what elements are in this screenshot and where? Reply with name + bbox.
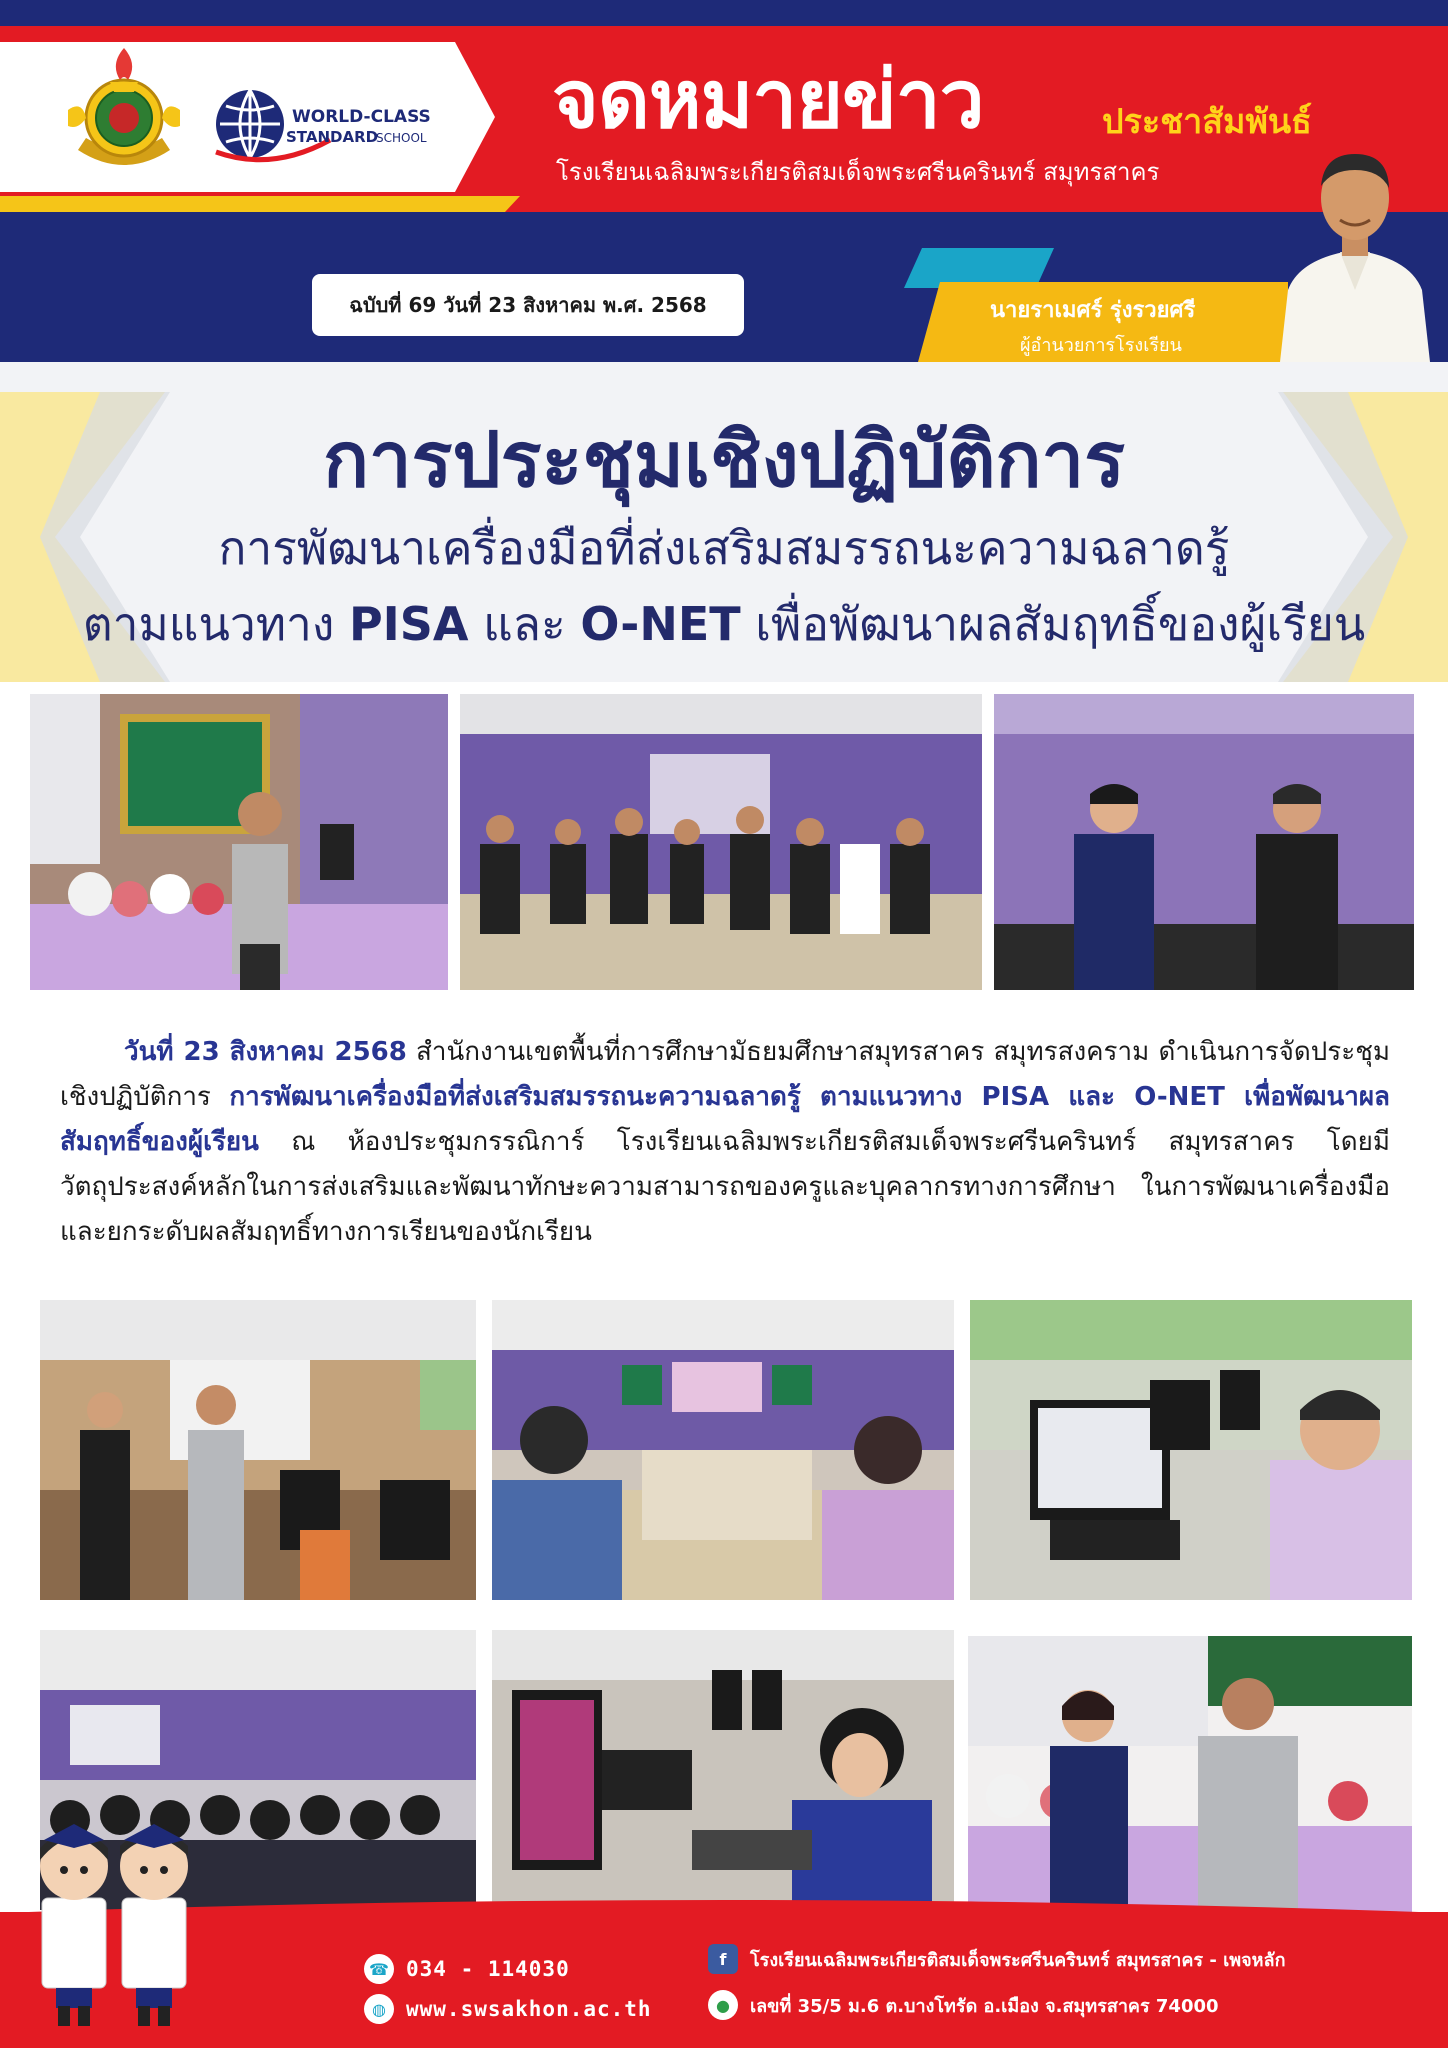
footer-background [0, 1912, 1448, 2048]
footer-facebook[interactable]: f โรงเรียนเฉลิมพระเกียรติสมเด็จพระศรีนครินทร์ สมุทรสาคร - เพจหลัก [708, 1944, 1285, 1974]
director-name: นายราเมศร์ รุ่งรวยศรี [990, 298, 1196, 323]
photo-computer-lab-participants [968, 1298, 1414, 1602]
newsletter-subtitle: ประชาสัมพันธ์ [1102, 102, 1312, 142]
workshop-headline: การประชุมเชิงปฏิบัติการ [322, 415, 1126, 504]
article-body: วันที่ 23 สิงหาคม 2568 สำนักงานเขตพื้นที่การศึกษามัธยมศึกษาสมุทรสาคร สมุทรสงคราม ดำเนินการจัดประชุมเชิงปฏิบัติการ การพัฒนาเครื่องมือที่ส่งเสริมสมรรถนะความฉลาดรู้ ตามแนวทาง PISA และ O-NET เพื่อพัฒนาผลสัมฤทธิ์ของผู้เรียน ณ ห้องประชุมกรรณิการ์ โรงเรียนเฉลิมพระเกียรติสมเด็จพระศรีนครินทร์ สมุทรสาคร โดยมีวัตถุประสงค์หลักในการส่งเสริมและพัฒนาทักษะความสามารถของครูและบุคลากรทางการศึกษา ในการพัฒนาเครื่องมือและยกระดับผลสัมฤทธิ์ทางการเรียนของนักเรียน [60, 1037, 1391, 1247]
school-name: โรงเรียนเฉลิมพระเกียรติสมเด็จพระศรีนครินทร์ สมุทรสาคร [556, 158, 1160, 186]
photo-computer-lab-speaker [38, 1298, 478, 1602]
director-portrait [1270, 140, 1440, 362]
photo-speaker-presenting [28, 692, 450, 992]
footer-website[interactable]: ◍ www.swsakhon.ac.th [364, 1994, 652, 2024]
director-role: ผู้อำนวยการโรงเรียน [1020, 335, 1182, 356]
globe-icon: ◍ [364, 1994, 394, 2024]
footer-phone: ☎ 034 - 114030 [364, 1954, 570, 1984]
phone-icon: ☎ [364, 1954, 394, 1984]
svg-text:SCHOOL: SCHOOL [376, 131, 427, 145]
workshop-subheading-1: การพัฒนาเครื่องมือที่ส่งเสริมสมรรถนะความฉลาดรู้ [218, 521, 1230, 575]
photo-participants-at-computers [490, 1628, 956, 1912]
workshop-subheading-2: ตามแนวทาง PISA และ O-NET เพื่อพัฒนาผลสัมฤทธิ์ของผู้เรียน [82, 597, 1366, 651]
photo-speakers-with-microphones [966, 1634, 1414, 1916]
svg-text:WORLD-CLASS: WORLD-CLASS [292, 107, 431, 127]
photo-audience-standing [458, 692, 984, 992]
world-class-school-logo [212, 80, 437, 170]
location-pin-icon: ● [708, 1990, 738, 2020]
newsletter-title: จดหมายข่าว [552, 53, 984, 146]
footer-address: ● เลขที่ 35/5 ม.6 ต.บางโทรัด อ.เมือง จ.สมุทรสาคร 74000 [708, 1990, 1219, 2020]
issue-label: ฉบับที่ 69 วันที่ 23 สิงหาคม พ.ศ. 2568 [312, 274, 744, 336]
photo-meeting-hall [490, 1298, 956, 1602]
article-date: วันที่ 23 สิงหาคม 2568 [124, 1037, 407, 1067]
mascot-students [28, 1788, 198, 2028]
photo-two-officials-standing [992, 692, 1416, 992]
school-seal-logo [58, 40, 190, 180]
facebook-icon: f [708, 1944, 738, 1974]
top-strip [0, 0, 1448, 26]
article-topic: การพัฒนาเครื่องมือที่ส่งเสริมสมรรถนะความฉลาดรู้ ตามแนวทาง PISA และ O-NET เพื่อพัฒนาผลสัมฤทธิ์ของผู้เรียน [60, 1082, 1390, 1157]
gold-stripe [0, 196, 520, 212]
svg-text:STANDARD: STANDARD [286, 128, 379, 146]
